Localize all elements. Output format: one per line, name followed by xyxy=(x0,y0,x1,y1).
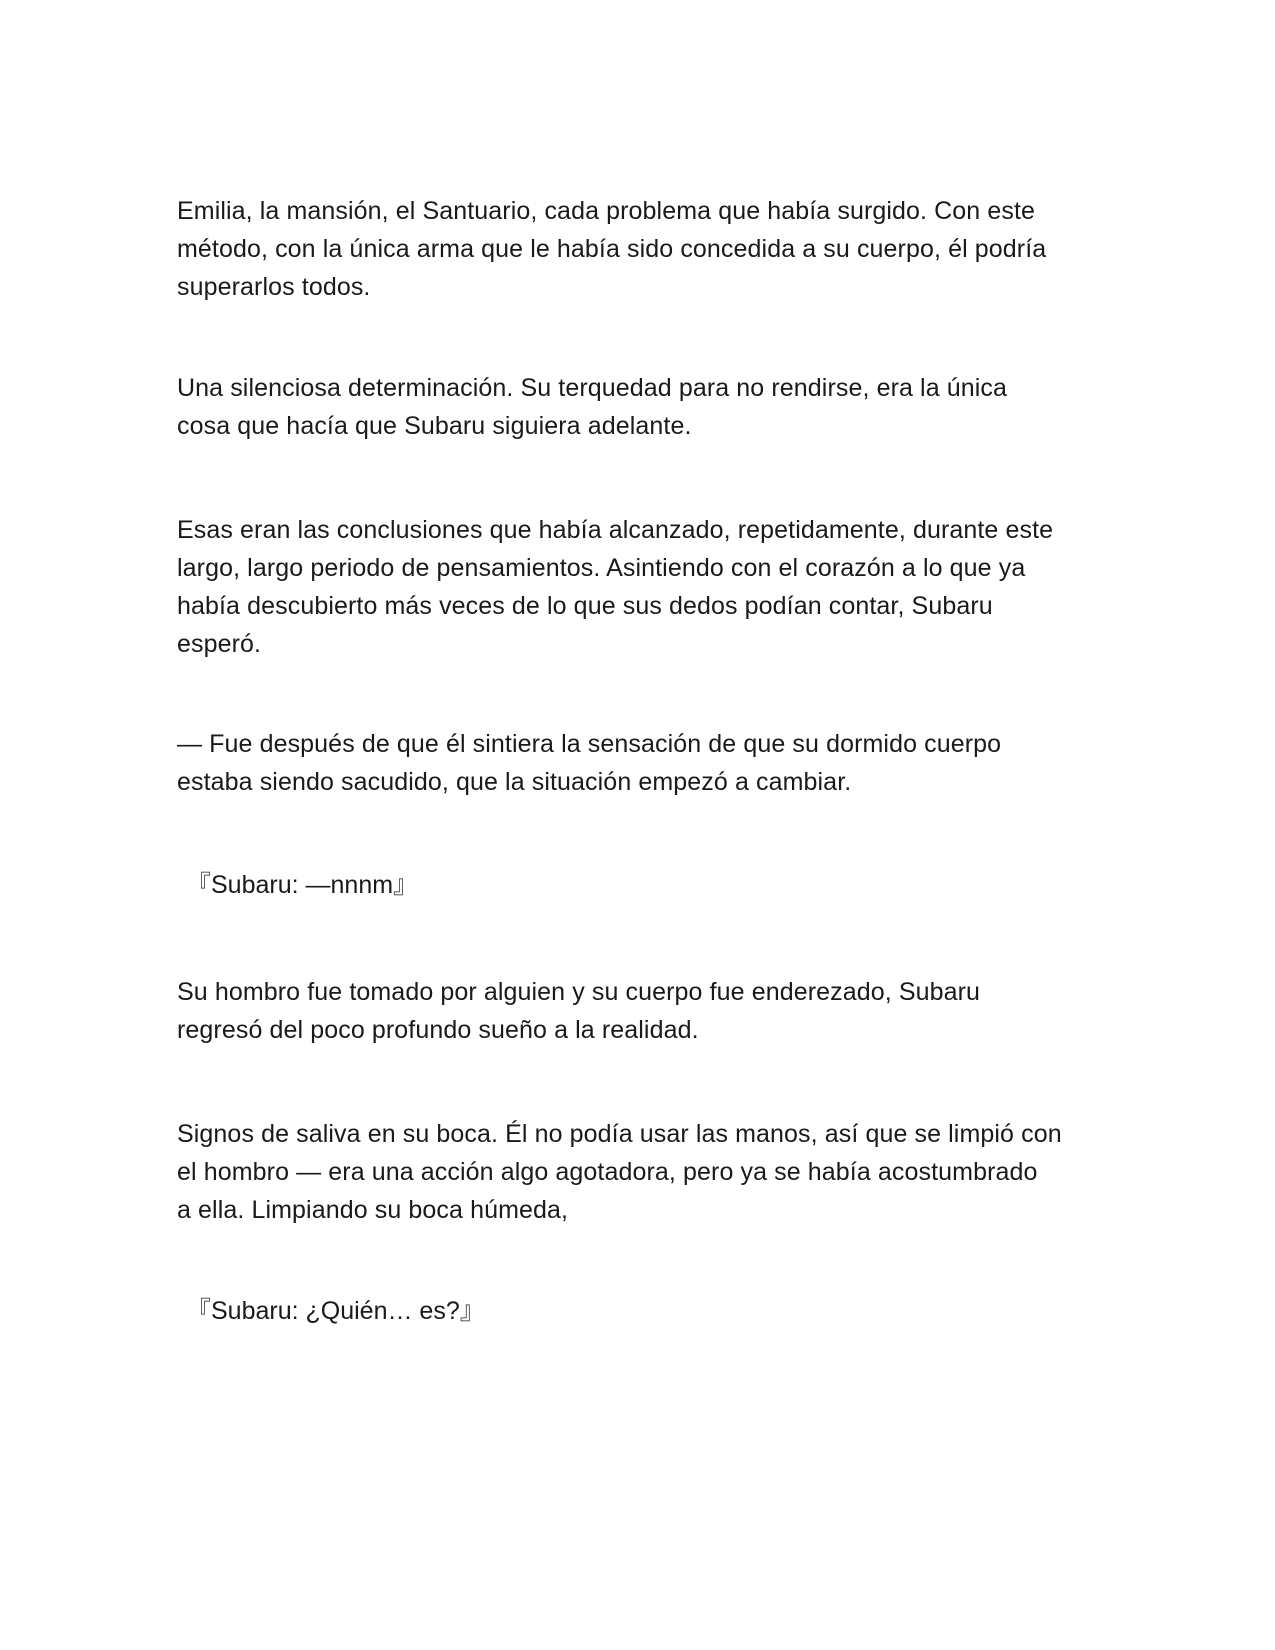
paragraph-2 xyxy=(177,369,1107,445)
paragraph-line: — Fue después de que él sintiera la sensación de que su dormido cuerpo xyxy=(177,730,1002,758)
paragraph-line: largo, largo periodo de pensamientos. Asintiendo con el corazón a lo que ya xyxy=(177,554,1026,582)
paragraph-line: el hombro — era una acción algo agotadora, pero ya se había acostumbrado xyxy=(177,1158,1038,1186)
paragraph-line: superarlos todos. xyxy=(177,273,371,301)
paragraph-3 xyxy=(177,511,1107,663)
paragraph-line: método, con la única arma que le había sido concedida a su cuerpo, él podría xyxy=(177,235,1047,263)
paragraph-5 xyxy=(177,973,1107,1049)
dialogue-line-1: 『Subaru: —nnnm』 xyxy=(186,871,419,899)
paragraph-line: Emilia, la mansión, el Santuario, cada problema que había surgido. Con este xyxy=(177,197,1035,225)
dialogue-line-2: 『Subaru: ¿Quién… es?』 xyxy=(186,1297,485,1325)
paragraph-line: Signos de saliva en su boca. Él no podía usar las manos, así que se limpió con xyxy=(177,1120,1062,1148)
paragraph-line: había descubierto más veces de lo que sus dedos podían contar, Subaru xyxy=(177,592,993,620)
paragraph-line: a ella. Limpiando su boca húmeda, xyxy=(177,1196,569,1224)
paragraph-6 xyxy=(177,1115,1107,1229)
paragraph-4 xyxy=(177,725,1107,801)
paragraph-line: regresó del poco profundo sueño a la realidad. xyxy=(177,1016,699,1044)
paragraph-line: Una silenciosa determinación. Su terquedad para no rendirse, era la única xyxy=(177,374,1008,402)
paragraph-line: Su hombro fue tomado por alguien y su cuerpo fue enderezado, Subaru xyxy=(177,978,981,1006)
paragraph-line: estaba siendo sacudido, que la situación empezó a cambiar. xyxy=(177,768,852,796)
paragraph-line: cosa que hacía que Subaru siguiera adelante. xyxy=(177,412,692,440)
paragraph-line: Esas eran las conclusiones que había alcanzado, repetidamente, durante este xyxy=(177,516,1054,544)
paragraph-1 xyxy=(177,192,1107,306)
paragraph-line: esperó. xyxy=(177,630,262,658)
